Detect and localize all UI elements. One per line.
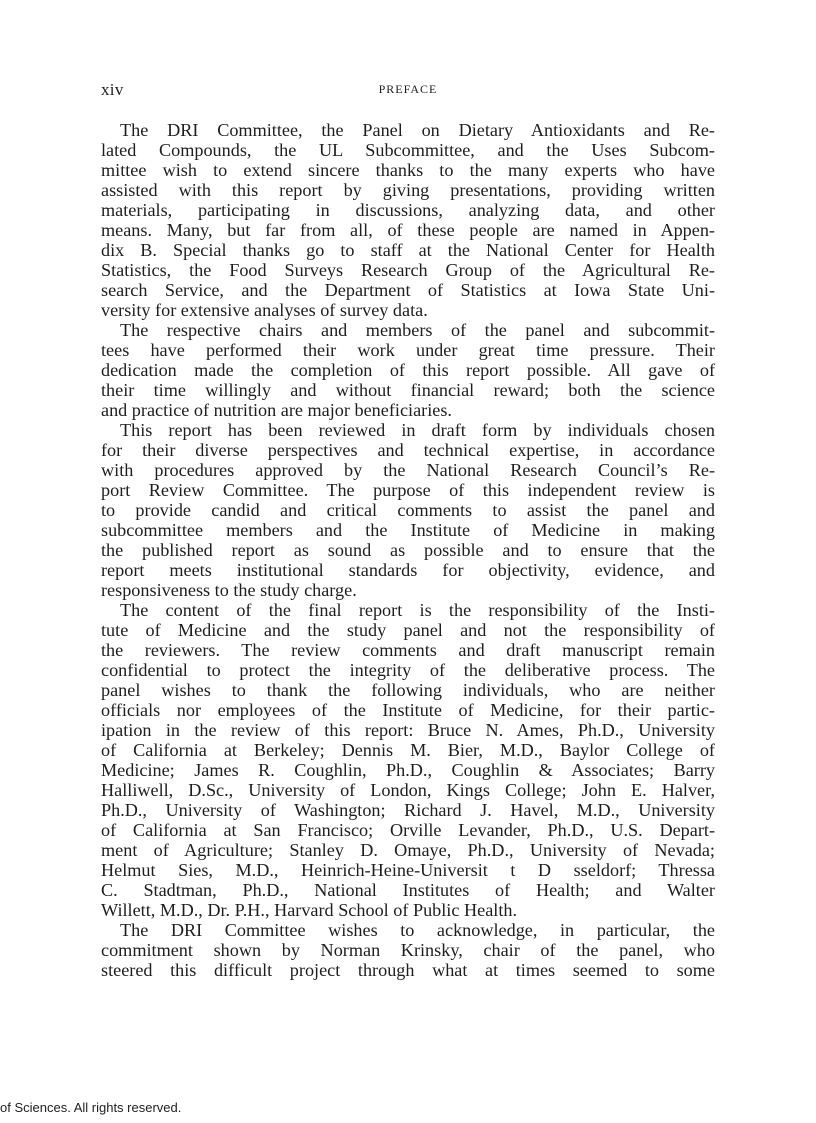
paragraph xyxy=(101,420,715,600)
text-line: their time willingly and without financial reward; both the science xyxy=(101,380,715,400)
text-line: the published report as sound as possible and to ensure that the xyxy=(101,540,715,560)
text-line: materials, participating in discussions, analyzing data, and other xyxy=(101,200,715,220)
running-head: PREFACE xyxy=(378,82,438,96)
text-line: to provide candid and critical comments to assist the panel and xyxy=(101,500,715,520)
paragraph xyxy=(101,920,715,980)
text-line: steered this difficult project through what at times seemed to some xyxy=(101,960,715,980)
paragraph xyxy=(101,120,715,320)
text-line: Ph.D., University of Washington; Richard J. Havel, M.D., University xyxy=(101,800,715,820)
text-line: officials nor employees of the Institute of Medicine, for their partic- xyxy=(101,700,715,720)
text-line: subcommittee members and the Institute of Medicine in making xyxy=(101,520,715,540)
text-line: search Service, and the Department of Statistics at Iowa State Uni- xyxy=(101,280,715,300)
paragraph xyxy=(101,320,715,420)
text-line: and practice of nutrition are major beneficiaries. xyxy=(101,400,452,420)
text-line: responsiveness to the study charge. xyxy=(101,580,357,600)
text-line: ipation in the review of this report: Bruce N. Ames, Ph.D., University xyxy=(101,720,715,740)
copyright-footer: of Sciences. All rights reserved. xyxy=(0,1100,182,1115)
page-number: xiv xyxy=(101,80,124,99)
text-line: commitment shown by Norman Krinsky, chair of the panel, who xyxy=(101,940,715,960)
text-line: The respective chairs and members of the panel and subcommit- xyxy=(120,320,715,340)
paragraph xyxy=(101,600,715,920)
text-line: dix B. Special thanks go to staff at the National Center for Health xyxy=(101,240,715,260)
text-line: assisted with this report by giving presentations, providing written xyxy=(101,180,715,200)
text-line: tute of Medicine and the study panel and not the responsibility of xyxy=(101,620,715,640)
text-line: Statistics, the Food Surveys Research Group of the Agricultural Re- xyxy=(101,260,715,280)
body-text xyxy=(101,120,715,980)
text-line: tees have performed their work under great time pressure. Their xyxy=(101,340,715,360)
text-line: report meets institutional standards for objectivity, evidence, and xyxy=(101,560,715,580)
text-line: panel wishes to thank the following individuals, who are neither xyxy=(101,680,715,700)
text-line: with procedures approved by the National Research Council’s Re- xyxy=(101,460,715,480)
text-line: dedication made the completion of this report possible. All gave of xyxy=(101,360,715,380)
text-line: Halliwell, D.Sc., University of London, Kings College; John E. Halver, xyxy=(101,780,715,800)
text-line: the reviewers. The review comments and draft manuscript remain xyxy=(101,640,715,660)
text-line: Willett, M.D., Dr. P.H., Harvard School of Public Health. xyxy=(101,900,518,920)
text-line: The DRI Committee wishes to acknowledge, in particular, the xyxy=(120,920,715,940)
text-line: ment of Agriculture; Stanley D. Omaye, Ph.D., University of Nevada; xyxy=(101,840,715,860)
text-line: The DRI Committee, the Panel on Dietary Antioxidants and Re- xyxy=(120,120,715,140)
text-line: Helmut Sies, M.D., Heinrich-Heine-Universit t D sseldorf; Thressa xyxy=(101,860,715,880)
text-line: means. Many, but far from all, of these people are named in Appen- xyxy=(101,220,715,240)
text-line: for their diverse perspectives and technical expertise, in accordance xyxy=(101,440,715,460)
text-line: confidential to protect the integrity of the deliberative process. The xyxy=(101,660,715,680)
text-line: lated Compounds, the UL Subcommittee, and the Uses Subcom- xyxy=(101,140,715,160)
text-line: C. Stadtman, Ph.D., National Institutes of Health; and Walter xyxy=(101,880,715,900)
text-line: versity for extensive analyses of survey data. xyxy=(101,300,428,320)
text-line: port Review Committee. The purpose of this independent review is xyxy=(101,480,715,500)
text-line: of California at Berkeley; Dennis M. Bier, M.D., Baylor College of xyxy=(101,740,715,760)
text-line: of California at San Francisco; Orville Levander, Ph.D., U.S. Depart- xyxy=(101,820,715,840)
text-line: Medicine; James R. Coughlin, Ph.D., Coughlin & Associates; Barry xyxy=(101,760,715,780)
text-line: This report has been reviewed in draft form by individuals chosen xyxy=(120,420,715,440)
text-line: The content of the final report is the responsibility of the Insti- xyxy=(120,600,715,620)
text-line: mittee wish to extend sincere thanks to the many experts who have xyxy=(101,160,715,180)
